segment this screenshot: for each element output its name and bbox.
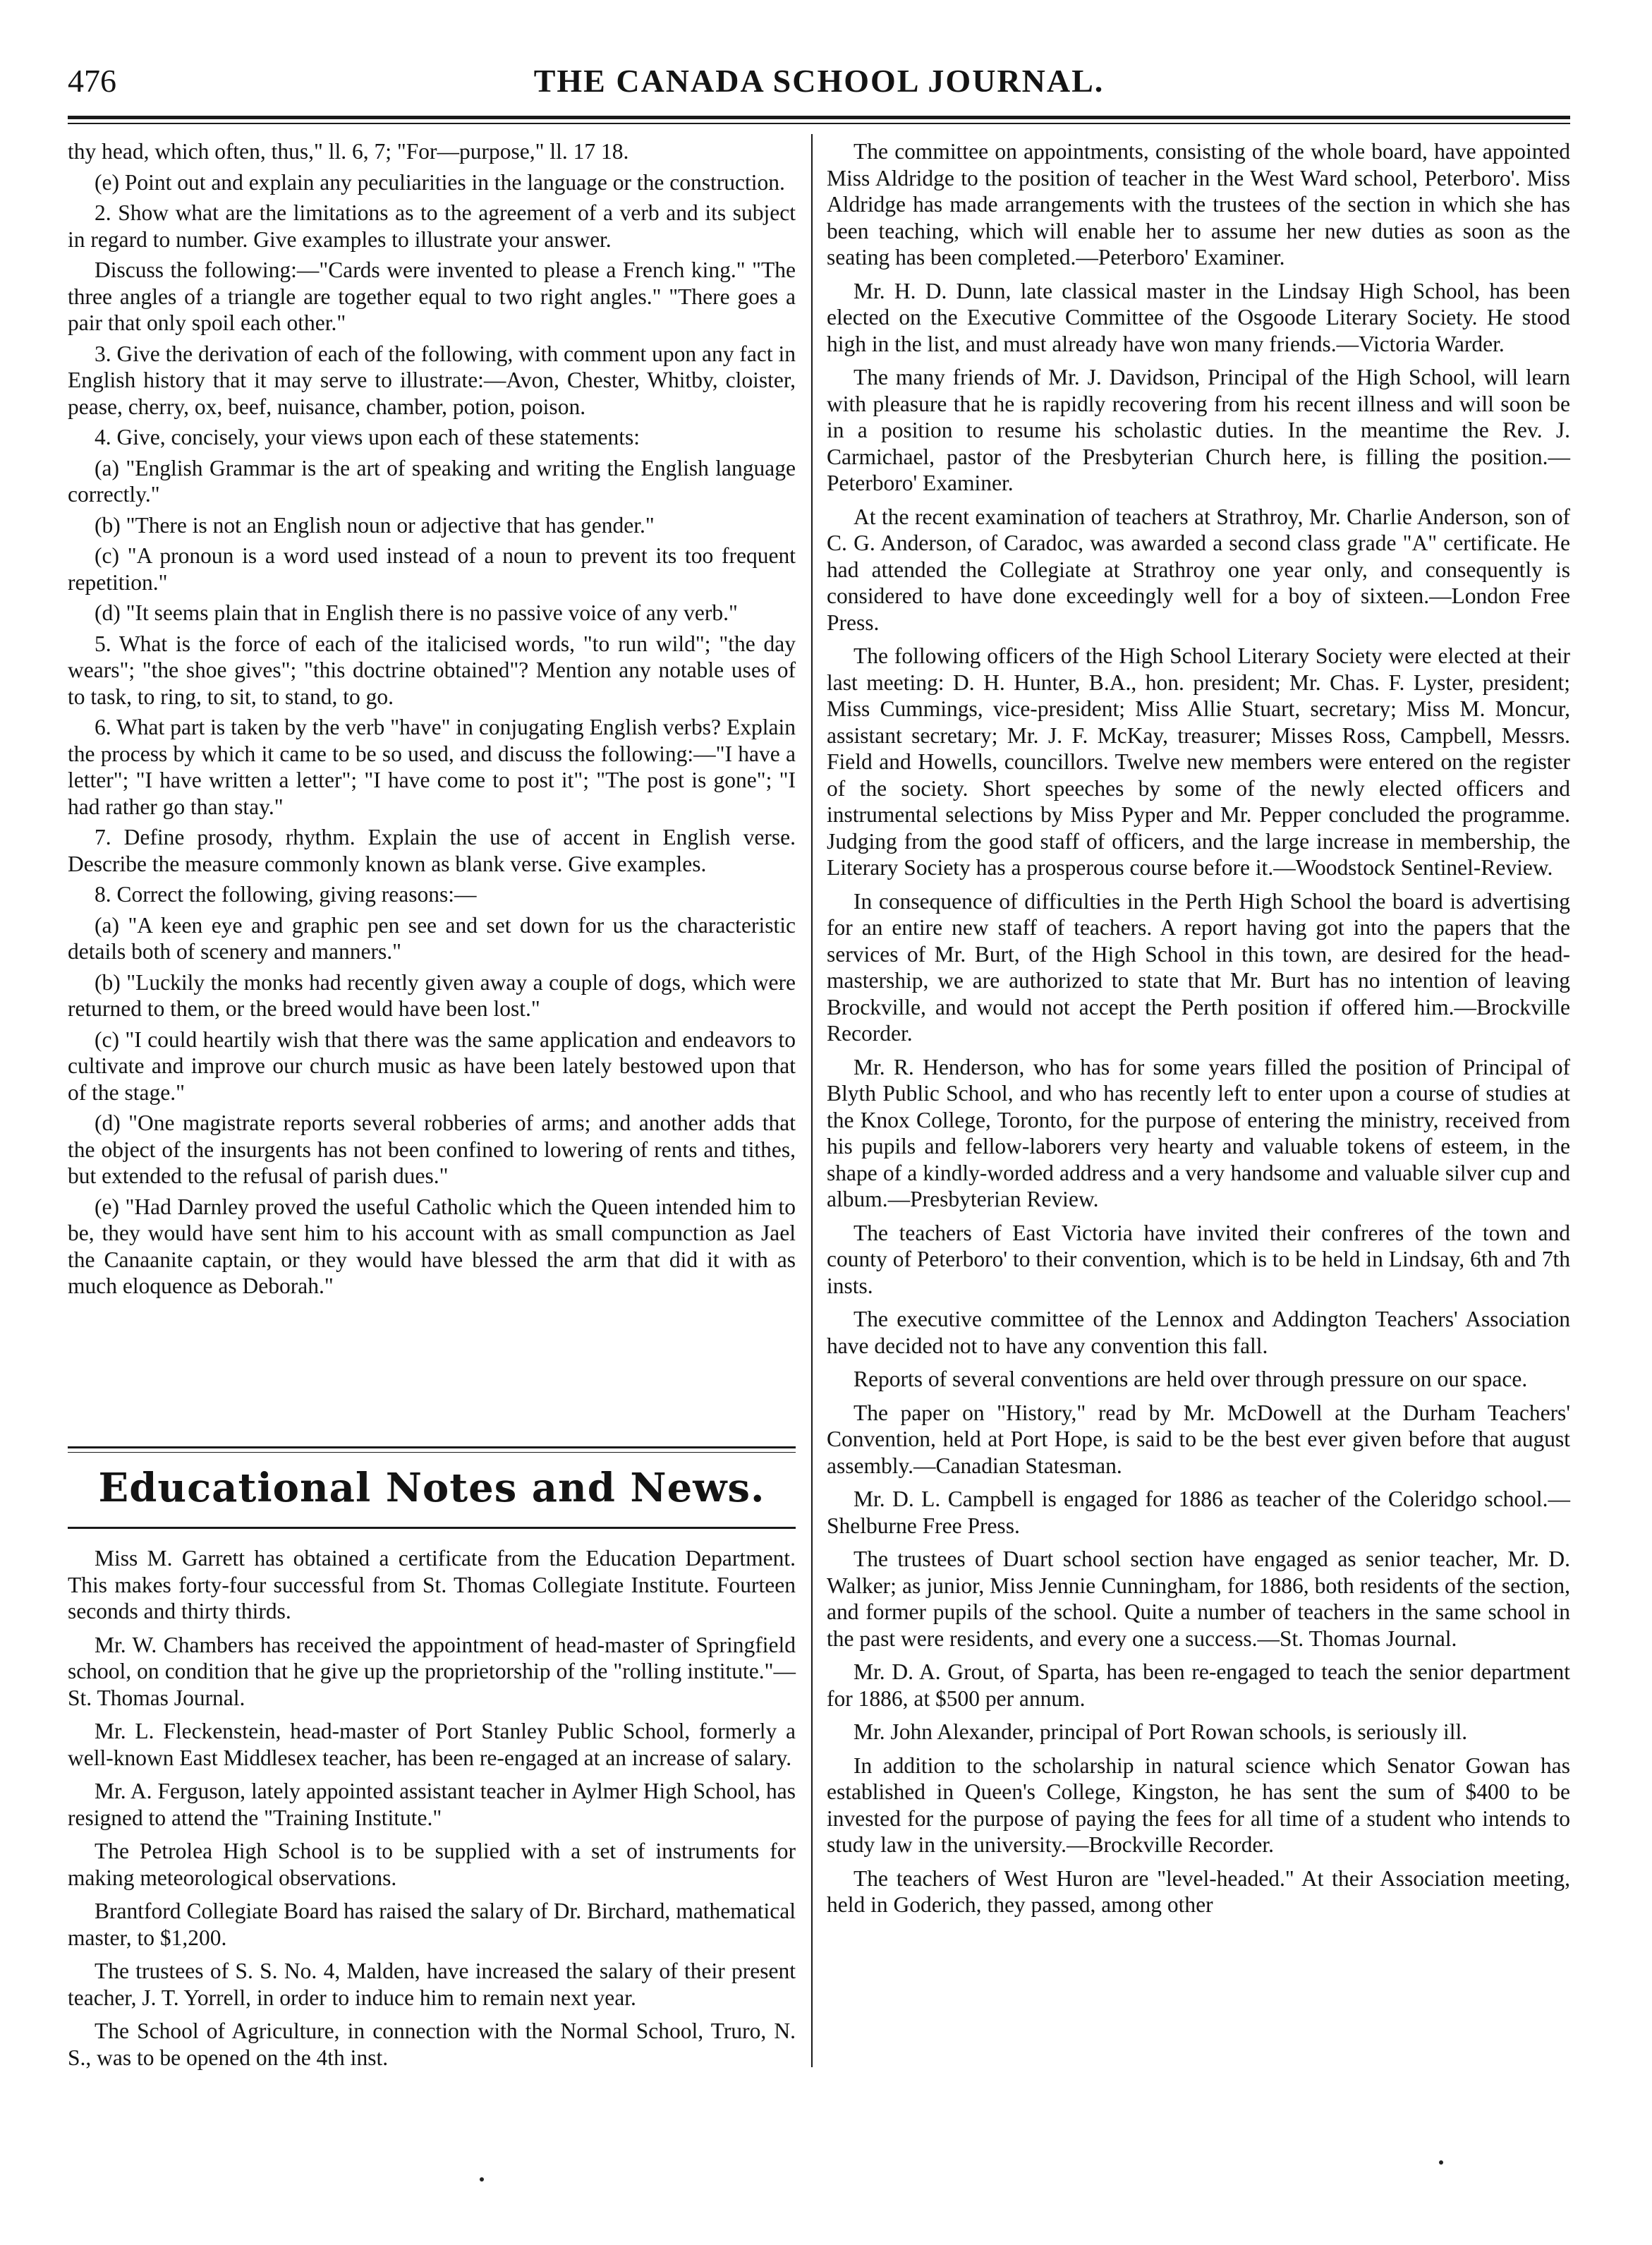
news-item: Mr. H. D. Dunn, late classical master in the Lindsay High School, has been elected on the Executive Committee of the Osgoode Literary Society. He stood high in the list, and must already have won many friends.—Victoria Warder. <box>827 278 1570 356</box>
news-item: The following officers of the High School Literary Society were elected at their last meeting: D. H. Hunter, B.A., hon. president; Mr. Chas. F. Lyster, president; Miss Cummings, vice-president; Miss Allie Stuart, secretary; Miss M. Moncur, assistant secretary; Mr. J. F. McKay, treasurer; Misses Ross, Campbell, Messrs. Field and Howells, councillors. Twelve new members were entered on the register of the society. Short speeches by some of the newly elected officers and instrumental selections by Miss Pyper and Mr. Pepper concluded the programme. Judging from the good staff of officers, and the large increase in membership, the Literary Society has a prosperous course before it.—Woodstock Sentinel-Review. <box>827 643 1570 880</box>
question-subitem: (d) "It seems plain that in English there is no passive voice of any verb." <box>95 600 738 625</box>
news-item: Mr. R. Henderson, who has for some years filled the position of Principal of Blyth Public School, and who has recently left to enter upon a course of studies at the Knox College, Toronto, for the purpose of entering the ministry, received from his pupils and fellow-laborers very hearty and valuable tokens of esteem, in the shape of a kindly-worded address and a very handsome and valuable silver cup and album.—Presbyterian Review. <box>827 1054 1570 1211</box>
news-item: The paper on "History," read by Mr. McDowell at the Durham Teachers' Convention, held at Port Hope, is said to be the best ever given before that august assembly.—Canadian Statesman. <box>827 1400 1570 1478</box>
news-item: Mr. D. A. Grout, of Sparta, has been re-engaged to teach the senior department for 1886, at $500 per annum. <box>827 1659 1570 1711</box>
news-item: Brantford Collegiate Board has raised the salary of Dr. Birchard, mathematical master, to $1,200. <box>68 1899 796 1950</box>
news-item: In addition to the scholarship in natural science which Senator Gowan has established in Queen's College, Kingston, he has sent the sum of $400 to be invested for the purpose of paying the fees for all time of a student who intends to study law in the university.—Brockville Recorder. <box>827 1753 1570 1857</box>
news-item: Mr. D. L. Campbell is engaged for 1886 as teacher of the Coleridgo school.—Shelburne Free Press. <box>827 1487 1570 1538</box>
print-speck <box>480 2177 484 2182</box>
question-paragraph: 5. What is the force of each of the italicised words, "to run wild"; "the day wears"; "the shoe gives"; "this doctrine obtained"? Mention any notable uses of to task, to ring, to sit, to stand, to go. <box>68 631 796 709</box>
left-column-questions <box>68 138 796 1304</box>
section-rule-top <box>68 1446 796 1448</box>
news-item: Miss M. Garrett has obtained a certificate from the Education Department. This makes forty-four successful from St. Thomas Collegiate Institute. Fourteen seconds and thirty thirds. <box>68 1546 796 1623</box>
news-item: The teachers of West Huron are "level-headed." At their Association meeting, held in Goderich, they passed, among other <box>827 1865 1570 1917</box>
news-item: The School of Agriculture, in connection with the Normal School, Truro, N. S., was to be opened on the 4th inst. <box>68 2019 796 2070</box>
question-subitem: (e) "Had Darnley proved the useful Catholic which the Queen intended him to be, they would have sent him to his account with as small compunction as Jael the Canaanite captain, or they would have blessed the arm that did it with as much eloquence as Deborah." <box>68 1194 796 1298</box>
question-paragraph: (e) Point out and explain any peculiarities in the language or the construction. <box>95 169 785 195</box>
news-item: The trustees of Duart school section have engaged as senior teacher, Mr. D. Walker; as junior, Miss Jennie Cunningham, for 1886, both residents of the section, and former pupils of the school. Quite a number of teachers in the same school in the past were residents, and every one a success.—St. Thomas Journal. <box>827 1547 1570 1651</box>
question-paragraph: Discuss the following:—"Cards were invented to please a French king." "The three angles of a triangle are together equal to two right angles." "There goes a pair that only spoil each other." <box>68 258 796 335</box>
left-column-news <box>68 1545 796 2078</box>
news-item: The teachers of East Victoria have invited their confreres of the town and county of Peterboro' to their convention, which is to be held in Lindsay, 6th and 7th insts. <box>827 1220 1570 1298</box>
section-rule-bottom <box>68 1527 796 1529</box>
question-paragraph: 4. Give, concisely, your views upon each of these statements: <box>95 425 640 449</box>
news-item: The many friends of Mr. J. Davidson, Principal of the High School, will learn with pleasure that he is rapidly recovering from his recent illness and will soon be in a position to resume his scholastic duties. In the meantime the Rev. J. Carmichael, pastor of the Presbyterian Church here, is filling the position.—Peterboro' Examiner. <box>827 365 1570 495</box>
news-item: The executive committee of the Lennox and Addington Teachers' Association have decided not to have any convention this fall. <box>827 1307 1570 1358</box>
right-column-news <box>827 138 1570 1925</box>
news-item: In consequence of difficulties in the Perth High School the board is advertising for an entire new staff of teachers. A report having got into the papers that the services of Mr. Burt, of the High School in this town, are desired for the head-mastership, we are authorized to state that Mr. Burt has no intention of leaving Brockville, and would not accept the Perth position if offered him.—Brockville Recorder. <box>827 888 1570 1046</box>
question-subitem: (b) "There is not an English noun or adjective that has gender." <box>95 512 655 538</box>
question-subitem: (c) "I could heartily wish that there was the same application and endeavors to cultivate and improve our church music as have been lately bestowed upon that of the stage." <box>68 1027 796 1105</box>
journal-title: THE CANADA SCHOOL JOURNAL. <box>533 63 1105 99</box>
news-item: The trustees of S. S. No. 4, Malden, have increased the salary of their present teacher, J. T. Yorrell, in order to induce him to remain next year. <box>68 1959 796 2010</box>
column-divider <box>811 134 813 2067</box>
section-heading: Educational Notes and News. <box>98 1465 765 1511</box>
question-paragraph: 7. Define prosody, rhythm. Explain the use of accent in English verse. Describe the measure commonly known as blank verse. Give examples. <box>68 825 796 876</box>
page-number: 476 <box>68 63 116 99</box>
news-item: Mr. L. Fleckenstein, head-master of Port Stanley Public School, formerly a well-known East Middlesex teacher, has been re-engaged at an increase of salary. <box>68 1719 796 1770</box>
question-paragraph: thy head, which often, thus," ll. 6, 7; "For—purpose," ll. 17 18. <box>68 139 629 164</box>
news-item: The Petrolea High School is to be supplied with a set of instruments for making meteorological observations. <box>68 1839 796 1890</box>
question-paragraph: 3. Give the derivation of each of the following, with comment upon any fact in English history that it may serve to illustrate:—Avon, Chester, Whitby, cloister, pease, cherry, ox, beef, nuisance, chamber, potion, poison. <box>68 341 796 419</box>
section-rule-top-2 <box>68 1452 796 1453</box>
question-paragraph: 8. Correct the following, giving reasons:— <box>95 882 477 907</box>
news-item: The committee on appointments, consisting of the whole board, have appointed Miss Aldridge to the position of teacher in the West Ward school, Peterboro'. Miss Aldridge has made arrangements with the trustees of the section in which she has been teaching, which will enable her to assume her new duties as soon as the seating has been completed.—Peterboro' Examiner. <box>827 139 1570 270</box>
question-subitem: (a) "A keen eye and graphic pen see and set down for us the characteristic details both of scenery and manners." <box>68 912 796 964</box>
question-subitem: (a) "English Grammar is the art of speaking and writing the English language correctly." <box>68 455 796 507</box>
header-rule-thin <box>68 123 1570 124</box>
question-subitem: (d) "One magistrate reports several robberies of arms; and another adds that the object of the insurgents has not been confined to lowering of rents and tithes, but extended to the refusal of parish dues." <box>68 1111 796 1188</box>
news-item: At the recent examination of teachers at Strathroy, Mr. Charlie Anderson, son of C. G. Anderson, of Caradoc, was awarded a second class grade "A" certificate. He had attended the Collegiate at Strathroy one year only, and consequently is considered to have done exceedingly well for a boy of sixteen.—London Free Press. <box>827 504 1570 635</box>
news-item: Mr. W. Chambers has received the appointment of head-master of Springfield school, on condition that he give up the proprietorship of the "rolling institute."—St. Thomas Journal. <box>68 1632 796 1710</box>
header-rule-thick <box>68 116 1570 119</box>
question-subitem: (c) "A pronoun is a word used instead of a noun to prevent its too frequent repetition." <box>68 543 796 595</box>
news-item: Mr. John Alexander, principal of Port Rowan schools, is seriously ill. <box>854 1719 1468 1744</box>
news-item: Mr. A. Ferguson, lately appointed assistant teacher in Aylmer High School, has resigned to attend the "Training Institute." <box>68 1779 796 1830</box>
question-paragraph: 2. Show what are the limitations as to the agreement of a verb and its subject in regard to number. Give examples to illustrate your answer. <box>68 200 796 252</box>
print-speck <box>1439 2160 1443 2165</box>
page-header <box>68 62 1570 104</box>
news-item: Reports of several conventions are held over through pressure on our space. <box>854 1367 1528 1391</box>
question-subitem: (b) "Luckily the monks had recently given away a couple of dogs, which were returned to them, or the breed would have been lost." <box>68 969 796 1021</box>
question-paragraph: 6. What part is taken by the verb "have" in conjugating English verbs? Explain the process by which it came to be so used, and discuss the following:—"I have a letter"; "I have written a letter"; "I have come to post it"; "The post is gone"; "I had rather go than stay." <box>68 715 796 819</box>
